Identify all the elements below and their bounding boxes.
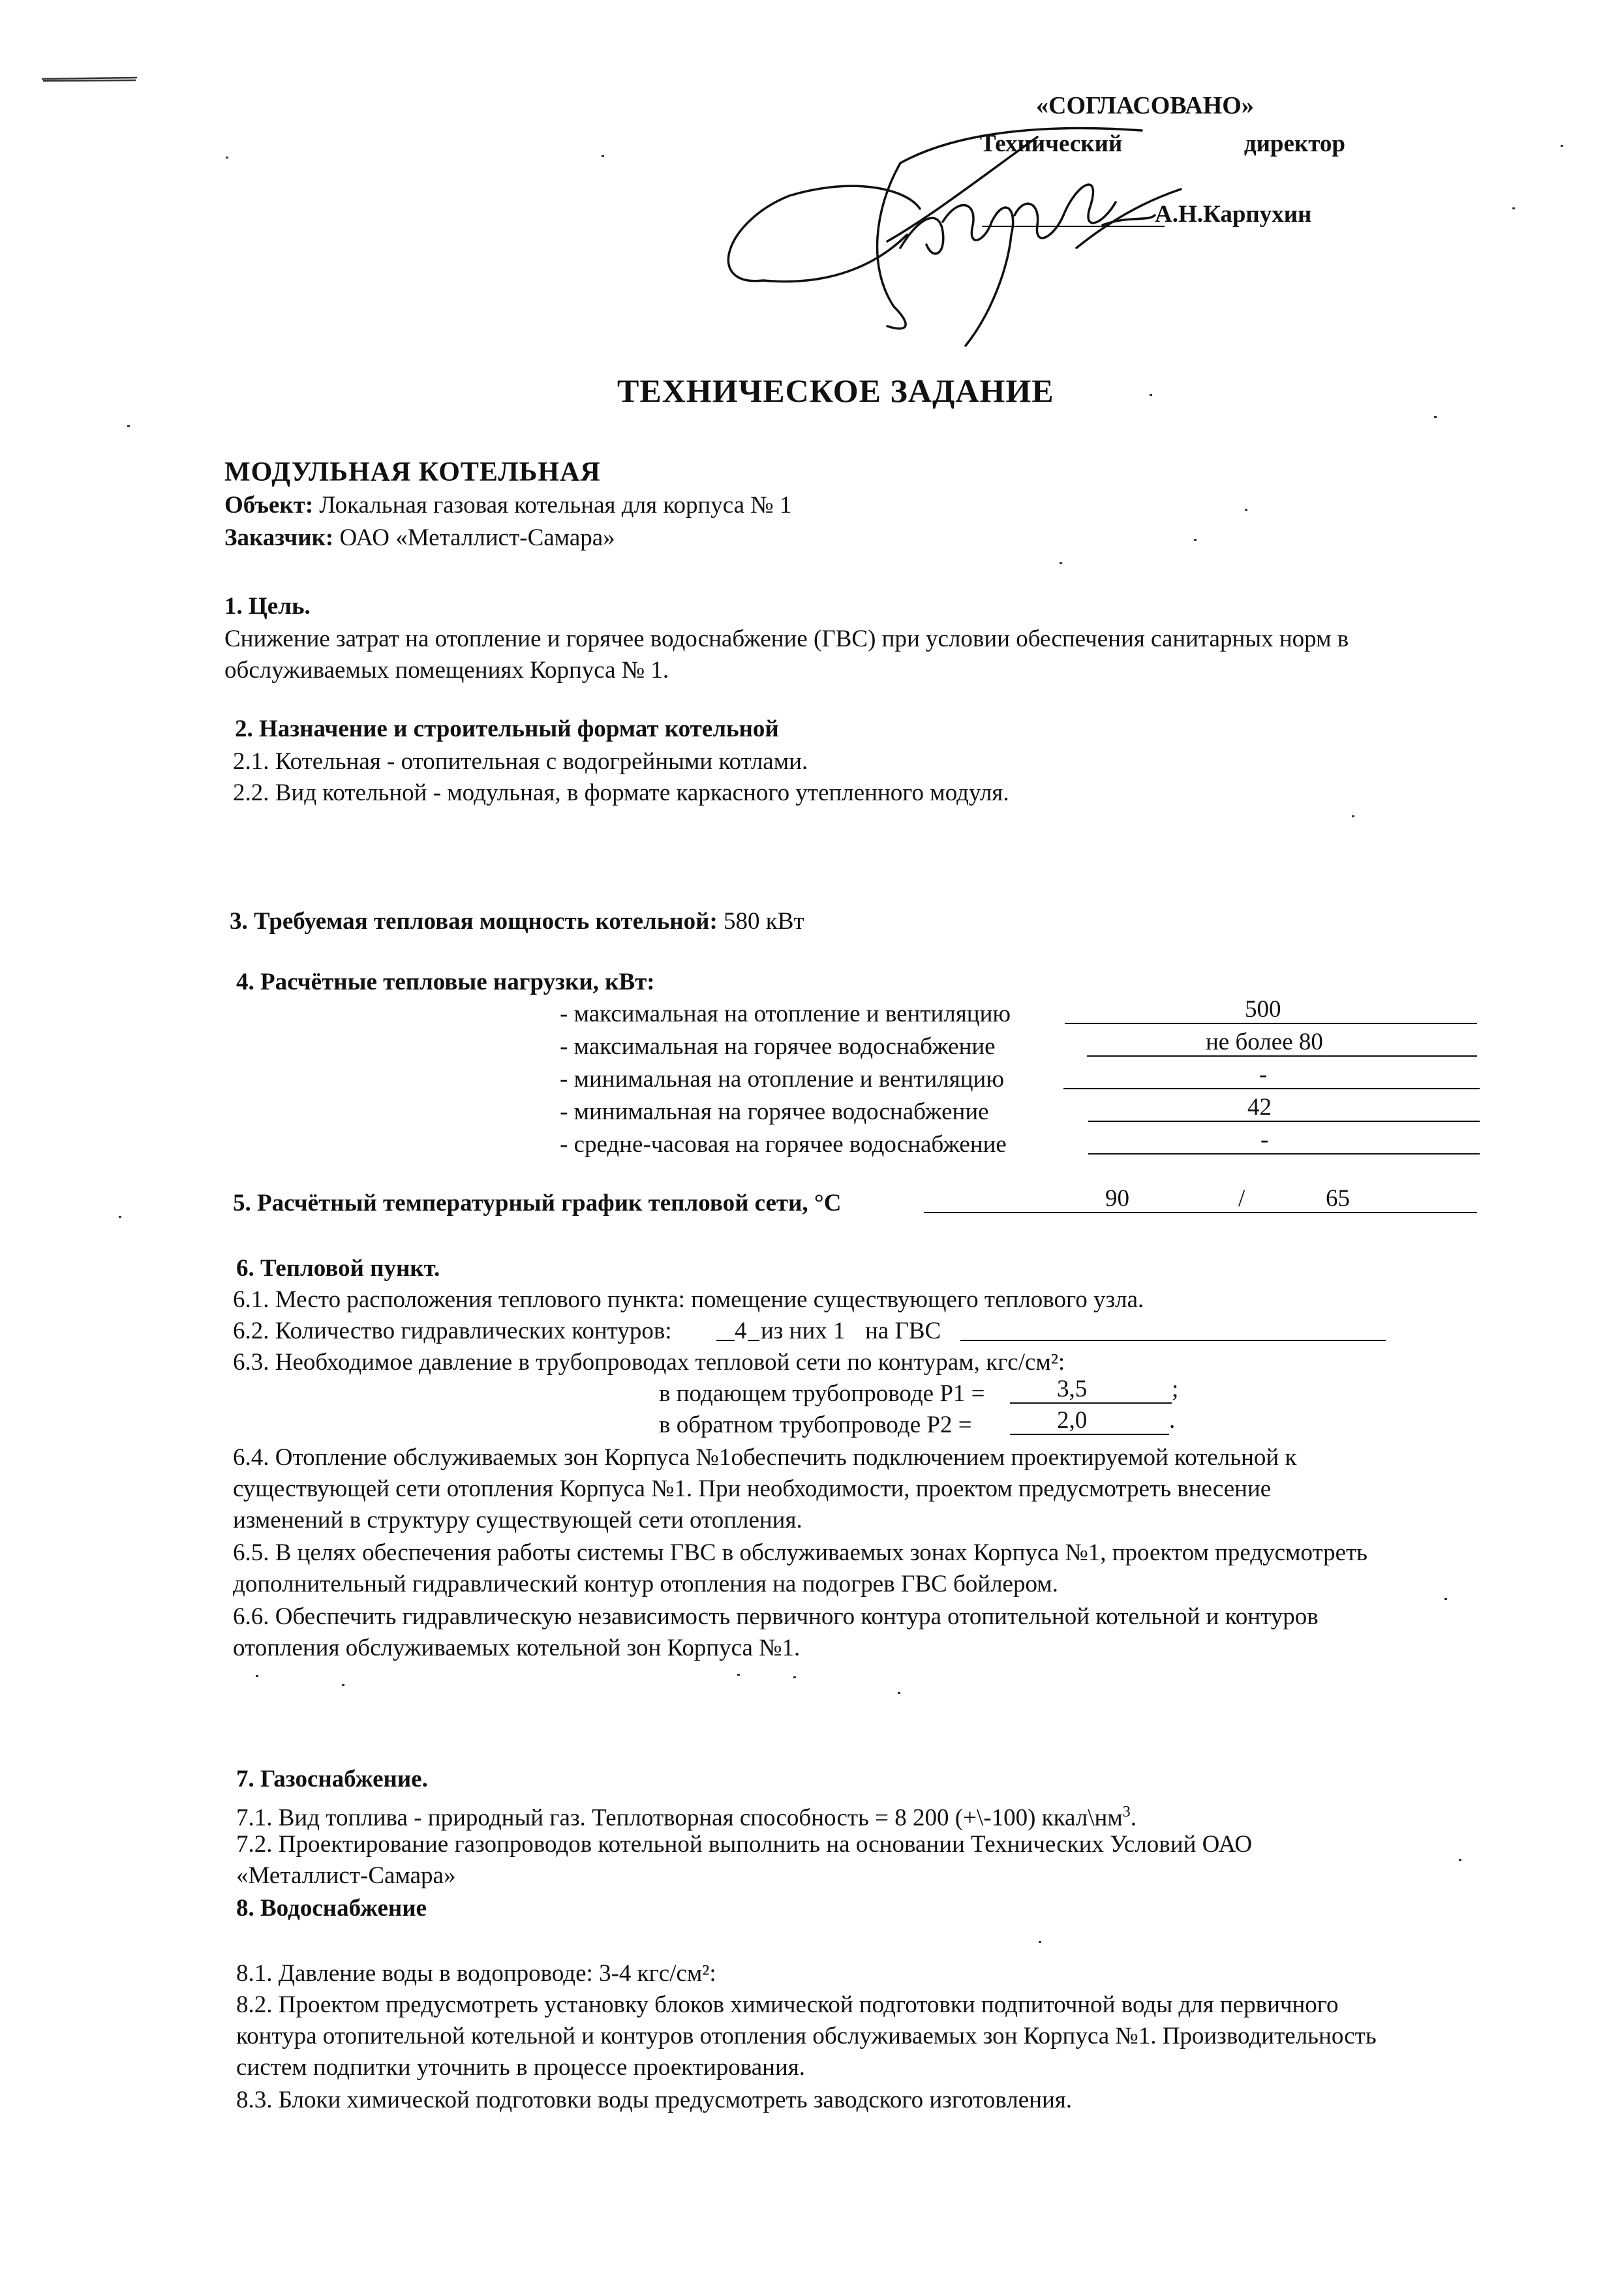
section-5-underline bbox=[924, 1212, 1477, 1213]
section-7-heading: 7. Газоснабжение. bbox=[236, 1766, 428, 1792]
section-6-item-6-line-2: отопления обслуживаемых котельной зон Корпуса №1. bbox=[233, 1635, 801, 1661]
scan-corner-mark bbox=[40, 75, 138, 83]
scan-speckle bbox=[1150, 394, 1152, 396]
scan-speckle bbox=[342, 1684, 344, 1686]
scan-speckle bbox=[119, 1216, 121, 1218]
approval-position-left: Технический bbox=[980, 130, 1123, 157]
section-8-item-3: 8.3. Блоки химической подготовки воды предусмотреть заводского изготовления. bbox=[236, 2087, 1073, 2113]
section-6-item-2-tail: на ГВС bbox=[865, 1318, 941, 1344]
document-title: ТЕХНИЧЕСКОЕ ЗАДАНИЕ bbox=[617, 372, 1054, 409]
section-6-item-2-count: 4 bbox=[735, 1318, 747, 1344]
scan-speckle bbox=[1561, 145, 1563, 147]
section-7-item-1-sup: 3 bbox=[1122, 1804, 1131, 1820]
load-row-label: - максимальная на горячее водоснабжение bbox=[560, 1033, 996, 1060]
section-3-line bbox=[230, 907, 804, 937]
section-8-item-2-line-2: контура отопительной котельной и контуров отопления обслуживаемых зон Корпуса №1. Производительность bbox=[236, 2023, 1377, 2049]
section-6-item-4-line-3: изменений в структуру существующей сети отопления. bbox=[233, 1507, 802, 1533]
section-3-label: 3. Требуемая тепловая мощность котельной: bbox=[230, 908, 718, 935]
load-row-label: - минимальная на отопление и вентиляцию bbox=[560, 1066, 1004, 1093]
section-5-supply-temp: 90 bbox=[1105, 1185, 1129, 1212]
scan-speckle bbox=[1444, 1598, 1447, 1600]
object-label: Объект: bbox=[224, 492, 314, 519]
section-8-item-2-line-1: 8.2. Проектом предусмотреть установку блоков химической подготовки подпиточной воды для первичного bbox=[236, 1991, 1339, 2018]
scan-speckle bbox=[1459, 1859, 1461, 1861]
section-5-separator: / bbox=[1238, 1185, 1245, 1212]
section-6-item-3: 6.3. Необходимое давление в трубопроводах тепловой сети по контурам, кгс/см²: bbox=[233, 1349, 1065, 1376]
section-4-heading: 4. Расчётные тепловые нагрузки, кВт: bbox=[236, 969, 655, 995]
section-6-item-5-line-1: 6.5. В целях обеспечения работы системы ГВС в обслуживаемых зонах Корпуса №1, проектом предусмотреть bbox=[233, 1539, 1368, 1566]
section-5-return-temp: 65 bbox=[1326, 1185, 1350, 1212]
load-row-value: не более 80 bbox=[1206, 1029, 1323, 1055]
scan-speckle bbox=[1245, 509, 1247, 511]
section-2-heading: 2. Назначение и строительный формат котельной bbox=[235, 716, 779, 742]
load-row-label: - максимальная на отопление и вентиляцию bbox=[560, 1001, 1011, 1027]
section-2-item-1: 2.1. Котельная - отопительная с водогрейными котлами. bbox=[233, 748, 808, 775]
scan-speckle bbox=[602, 155, 604, 157]
section-8-item-1: 8.1. Давление воды в водопроводе: 3-4 кгс/см²: bbox=[236, 1960, 716, 1987]
section-6-item-2-underline bbox=[748, 1340, 759, 1341]
return-pressure-label: в обратном трубопроводе Р2 = bbox=[659, 1412, 972, 1438]
scan-speckle bbox=[793, 1676, 796, 1678]
document-subtitle: МОДУЛЬНАЯ КОТЕЛЬНАЯ bbox=[224, 457, 601, 487]
scan-speckle bbox=[1194, 539, 1197, 541]
section-1-heading: 1. Цель. bbox=[224, 593, 311, 620]
section-6-item-2-mid: из них 1 bbox=[761, 1318, 846, 1344]
scan-speckle bbox=[1352, 815, 1354, 817]
load-row-value: 42 bbox=[1247, 1094, 1272, 1121]
section-6-item-6-line-1: 6.6. Обеспечить гидравлическую независимость первичного контура отопительной котельной и контуров bbox=[233, 1603, 1319, 1630]
scan-speckle bbox=[1039, 1941, 1041, 1943]
scan-speckle bbox=[256, 1675, 258, 1677]
supply-pressure-label: в подающем трубопроводе Р1 = bbox=[659, 1380, 985, 1407]
section-6-item-2-underline bbox=[960, 1340, 1386, 1341]
section-6-item-2-underline bbox=[716, 1340, 735, 1341]
section-6-item-1: 6.1. Место расположения теплового пункта: помещение существующего теплового узла. bbox=[233, 1286, 1144, 1313]
supply-pressure-underline bbox=[1010, 1402, 1172, 1404]
section-6-heading: 6. Тепловой пункт. bbox=[236, 1255, 440, 1282]
section-3-value: 580 кВт bbox=[724, 908, 804, 935]
customer-label: Заказчик: bbox=[224, 524, 334, 551]
scan-speckle bbox=[226, 157, 228, 159]
load-row-value: - bbox=[1259, 1061, 1268, 1088]
scan-speckle bbox=[898, 1692, 900, 1694]
approver-name: А.Н.Карпухин bbox=[1155, 201, 1312, 228]
section-1-text-line-2: обслуживаемых помещениях Корпуса № 1. bbox=[224, 657, 669, 684]
approval-stamp: «СОГЛАСОВАНО» bbox=[1036, 92, 1254, 119]
section-8-item-2-line-3: систем подпитки уточнить в процессе проектирования. bbox=[236, 2054, 806, 2081]
scan-speckle bbox=[737, 1674, 740, 1676]
customer-value: ОАО «Металлист-Самара» bbox=[339, 524, 615, 551]
load-row-underline bbox=[1088, 1121, 1480, 1122]
scan-speckle bbox=[127, 425, 130, 427]
section-7-item-1-text: 7.1. Вид топлива - природный газ. Теплотворная способность = 8 200 (+\-100) ккал\нм bbox=[236, 1804, 1123, 1832]
handwritten-signature bbox=[685, 117, 1207, 352]
section-8-heading: 8. Водоснабжение bbox=[236, 1895, 427, 1922]
return-pressure-end: . bbox=[1169, 1407, 1176, 1434]
load-row-label: - средне-часовая на горячее водоснабжение bbox=[560, 1131, 1007, 1158]
section-7-item-1 bbox=[236, 1797, 1137, 1833]
load-row-value: 500 bbox=[1245, 996, 1281, 1023]
return-pressure-underline bbox=[1010, 1434, 1169, 1435]
object-value: Локальная газовая котельная для корпуса № 1 bbox=[319, 492, 792, 519]
section-5-label: 5. Расчётный температурный график тепловой сети, °С bbox=[233, 1190, 842, 1216]
scan-speckle bbox=[1060, 562, 1062, 564]
supply-pressure-value: 3,5 bbox=[1057, 1376, 1088, 1402]
section-2-item-2: 2.2. Вид котельной - модульная, в формате каркасного утепленного модуля. bbox=[233, 779, 1009, 806]
load-row-underline bbox=[1088, 1153, 1480, 1155]
section-6-item-4-line-1: 6.4. Отопление обслуживаемых зон Корпуса №1обеспечить подключением проектируемой котельной к bbox=[233, 1444, 1297, 1471]
section-7-item-1-end: . bbox=[1130, 1804, 1137, 1832]
section-7-item-2-line-2: «Металлист-Самара» bbox=[236, 1862, 456, 1889]
customer-line bbox=[224, 523, 615, 553]
supply-pressure-end: ; bbox=[1172, 1376, 1179, 1402]
section-6-item-2-label: 6.2. Количество гидравлических контуров: bbox=[233, 1318, 672, 1344]
scan-speckle bbox=[1512, 207, 1515, 209]
load-row-label: - минимальная на горячее водоснабжение bbox=[560, 1098, 989, 1125]
approval-position-right: директор bbox=[1244, 130, 1345, 157]
section-6-item-4-line-2: существующей сети отопления Корпуса №1. При необходимости, проектом предусмотреть внесение bbox=[233, 1475, 1272, 1502]
load-row-value: - bbox=[1260, 1126, 1269, 1153]
scan-speckle bbox=[1434, 416, 1437, 418]
return-pressure-value: 2,0 bbox=[1057, 1407, 1088, 1434]
load-row-underline bbox=[1063, 1088, 1480, 1089]
section-7-item-2-line-1: 7.2. Проектирование газопроводов котельной выполнить на основании Технических Условий ОАО bbox=[236, 1831, 1253, 1858]
section-1-text-line-1: Снижение затрат на отопление и горячее водоснабжение (ГВС) при условии обеспечения санитарных норм в bbox=[224, 626, 1349, 652]
object-line bbox=[224, 491, 791, 521]
section-6-item-5-line-2: дополнительный гидравлический контур отопления на подогрев ГВС бойлером. bbox=[233, 1571, 1058, 1597]
